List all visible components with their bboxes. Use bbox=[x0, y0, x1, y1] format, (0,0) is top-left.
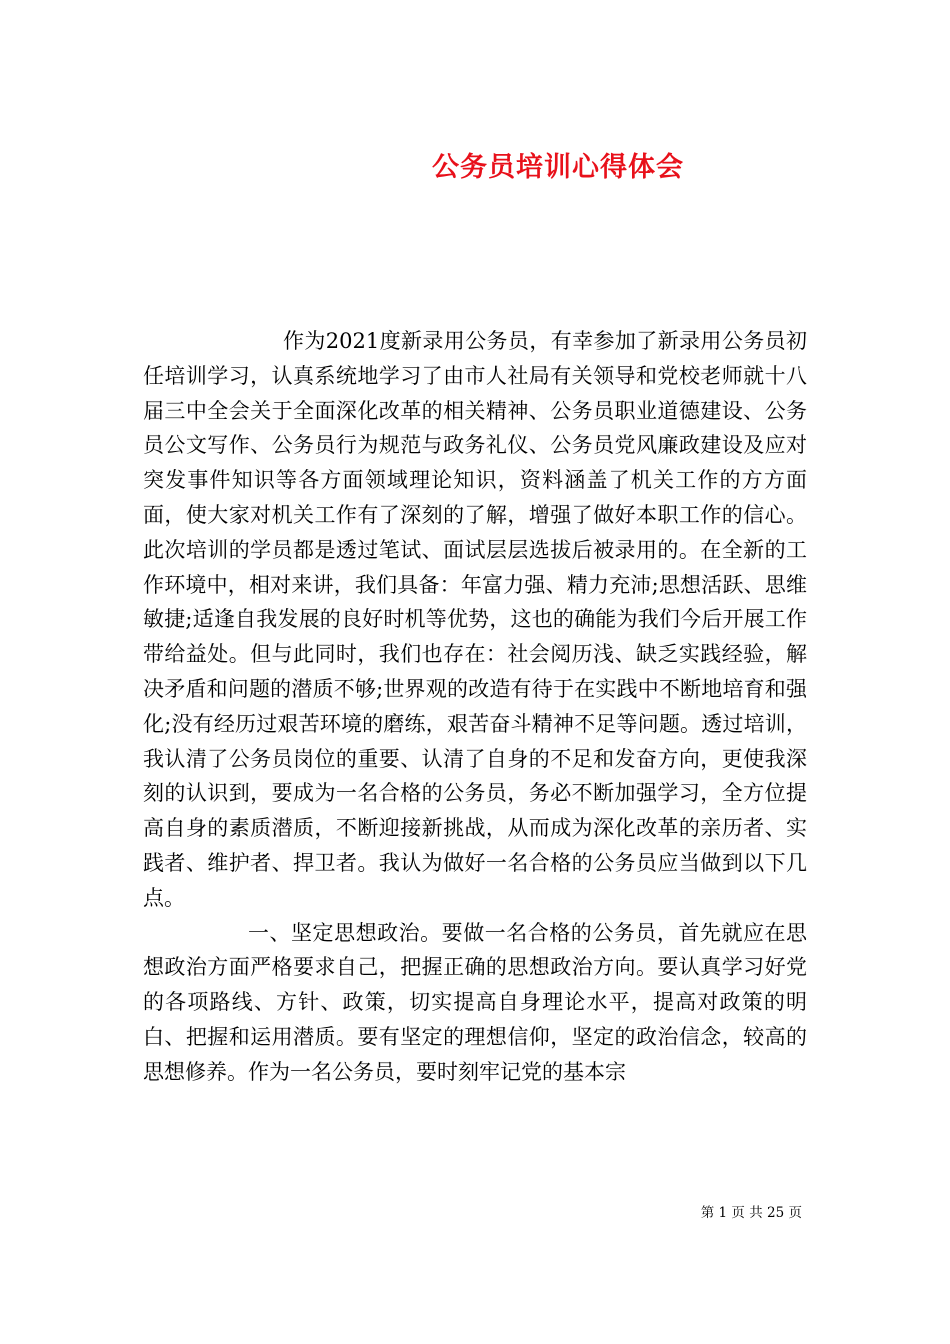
paragraph-point-one: 一、坚定思想政治。要做一名合格的公务员，首先就应在思想政治方面严格要求自己，把握正确的思想政治方向。要认真学习好党的各项路线、方针、政策，切实提高自身理论水平，提高对政策的明白、把握和运用潜质。要有坚定的理想信仰，坚定的政治信念，较高的思想修养。作为一名公务员，要时刻牢记党的基本宗 bbox=[143, 920, 807, 1084]
page-number: 第 1 页 共 25 页 bbox=[700, 1205, 802, 1221]
document-title: 公务员培训心得体会 bbox=[432, 152, 684, 184]
document-body bbox=[143, 324, 807, 1090]
paragraph-intro: 作为2021度新录用公务员，有幸参加了新录用公务员初任培训学习，认真系统地学习了由市人社局有关领导和党校老师就十八届三中全会关于全面深化改革的相关精神、公务员职业道德建设、公务员公文写作、公务员行为规范与政务礼仪、公务员党风廉政建设及应对突发事件知识等各方面领域理论知识，资料涵盖了机关工作的方方面面，使大家对机关工作有了深刻的了解，增强了做好本职工作的信心。此次培训的学员都是透过笔试、面试层层选拔后被录用的。在全新的工作环境中，相对来讲，我们具备：年富力强、精力充沛;思想活跃、思维敏捷;适逢自我发展的良好时机等优势，这也的确能为我们今后开展工作带给益处。但与此同时，我们也存在：社会阅历浅、缺乏实践经验，解决矛盾和问题的潜质不够;世界观的改造有待于在实践中不断地培育和强化;没有经历过艰苦环境的磨练，艰苦奋斗精神不足等问题。透过培训，我认清了公务员岗位的重要、认清了自身的不足和发奋方向，更使我深刻的认识到，要成为一名合格的公务员，务必不断加强学习，全方位提高自身的素质潜质，不断迎接新挑战，从而成为深化改革的亲历者、实践者、维护者、捍卫者。我认为做好一名合格的公务员应当做到以下几点。 bbox=[143, 329, 807, 910]
